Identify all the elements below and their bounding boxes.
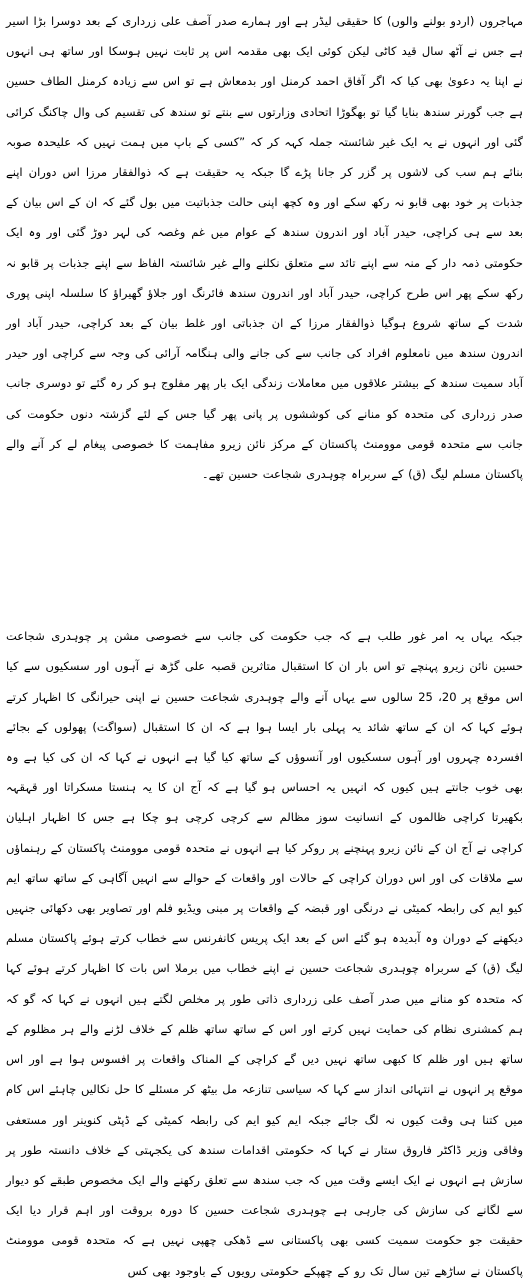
article-body — [6, 6, 523, 1286]
article-paragraph-1: مہاجروں (اردو بولنے والوں) کا حقیقی لیڈر ہے اور ہمارے صدر آصف علی زرداری کے بعد دوسرا بڑا اسیر ہے جس نے آٹھ سال قید کاٹی لیکن کوئی ایک بھی مقدمہ اس پر ثابت نہیں ہوسکا اور ساتھ ہی انہوں نے اپنا یہ دعویٰ بھی کیا کہ اگر آفاق احمد کرمنل اور بدمعاش ہے تو اس سے زیادہ کرمنل الطاف حسین ہے جب گورنر سندھ بنایا گیا تو بھگوڑا اتحادی وزارتوں سے بنتے تو سندھ کی تقسیم کی وال چاکنگ کرائی گئی اور انہوں نے یہ ایک غیر شائستہ جملہ کہہ کر کہ ”کسی کے باپ میں ہمت نہیں کہ علیحدہ صوبہ بنائے ہم سب کی لاشوں پر گزر کر جانا پڑے گا جبکہ یہ حقیقت ہے کہ ذوالفقار مرزا اس دوران اپنے جذبات پر خود بھی قابو نہ رکھ سکے اور وہ کچھ اپنی حالت جذباتیت میں بول گئے کہ ان کے اس بیان کے بعد سے ہی کراچی، حیدر آباد اور اندرون سندھ کے عوام میں غم وغصہ کی لہر دوڑ گئی اور وہ ایک حکومتی ذمہ دار کے منہ سے اپنے تائد سے متعلق نکلنے والے غیر شائستہ الفاظ سے اپنے جذبات پر قابو نہ رکھ سکے پھر اس طرح کراچی، حیدر آباد اور اندرون سندھ فائرنگ اور جلاؤ گھیراؤ کا سلسلہ اپنی پوری شدت کے ساتھ شروع ہوگیا ذوالفقار مرزا کے ان جذباتی اور غلط بیان کے بعد کراچی، حیدر آباد اور اندرون سندھ میں نامعلوم افراد کی جانب سے کی جانے والی ہنگامہ آرائی کی وجہ سے کراچی اور حیدر آباد سمیت سندھ کے بیشتر علاقوں میں معاملات زندگی ایک بار پھر مفلوج ہو کر رہ گئے تو دوسری جانب صدر زرداری کی متحدہ کو منانے کی کوششوں پر پانی پھر گیا جس کے لئے گزشتہ دنوں حکومت کی جانب سے متحدہ قومی موومنٹ پاکستان کے مرکز نائن زیرو مفاہمت کا خصوصی پیغام لے کر آنے والے پاکستان مسلم لیگ (ق) کے سربراہ چوہدری شجاعت حسین تھے۔ — [6, 14, 523, 482]
paragraph-spacer — [6, 489, 523, 621]
article-paragraph-2: جبکہ یہاں یہ امر غور طلب ہے کہ جب حکومت کی جانب سے خصوصی مشن پر چوہدری شجاعت حسین نائن زیرو پہنچے تو اس بار ان کا استقبال متاثرین قصبہ علی گڑھ نے آہوں اور سسکیوں سے کیا اس موقع پر 20، 25 سالوں سے یہاں آنے والے چوہدری شجاعت حسین نے اپنی حیرانگی کا اظہار کرتے ہوئے کہا کہ ان کے ساتھ شائد یہ پہلی بار ایسا ہوا ہے کہ ان کا استقبال (سواگت) پھولوں کے بجائے افسردہ چہروں اور آہوں سسکیوں اور آنسوؤں کے ساتھ کیا گیا ہے انہوں نے کہا کہ ان کی کیا ہے وہ بھی خوب جانتے ہیں کیوں کہ انہیں یہ احساس ہو گیا ہے کہ آج ان کا یہ ہنستا مسکراتا اور قہقہہ بکھیرتا کراچی ظالموں کے انسانیت سوز مظالم سے کرچی کرچی ہو چکا ہے جس کا اظہار اہلیان کراچی نے آج ان کے نائن زیرو پہنچنے پر روکر کیا ہے انہوں نے متحدہ قومی موومنٹ پاکستان کے رہنماؤں سے ملاقات کی اور اس دوران کراچی کے حالات اور واقعات کے حوالے سے انہیں آگاہی کے ساتھ ساتھ ایم کیو ایم کی رابطہ کمیٹی نے درنگی اور قبضہ کے واقعات پر مبنی ویڈیو فلم اور تصاویر بھی دکھائی جنہیں دیکھنے کے دوران وہ آبدیدہ ہو گئے اس کے بعد ایک پریس کانفرنس سے خطاب کرتے ہوئے پاکستان مسلم لیگ (ق) کے سربراہ چوہدری شجاعت حسین نے اپنے خطاب میں برملا اس بات کا اظہار کرتے ہوئے کہا کہ متحدہ کو منانے میں صدر آصف علی زرداری ذاتی طور پر مخلص لگتے ہیں انہوں نے کہا کہ گو کہ ہم کمشنری نظام کی حمایت نہیں کرتے اور اس کے ساتھ ساتھ ظلم کے خلاف لڑنے والے ہر مظلوم کے ساتھ ہیں اور ظلم کا کبھی ساتھ نہیں دیں گے کراچی کے المناک واقعات پر افسوس ہوا ہے اور اس موقع پر انہوں نے انتہائی انداز سے کہا کہ سیاسی تنازعہ مل بیٹھ کر مسئلے کا حل نکالیں چاہئے اس کام میں کتنا ہی وقت کیوں نہ لگ جائے جبکہ ایم کیو ایم کی رابطہ کمیٹی کے ڈپٹی کنوینر اور مستعفی وفاقی وزیر ڈاکٹر فاروق ستار نے کہا کہ حکومتی اقدامات سندھ کی یکجہتی کے خلاف دانستہ طور پر سازش ہے انہوں نے ایک ایسے وقت میں کہ جب سندھ سے تعلق رکھنے والے ایک مخصوص طبقے کو دیوار سے لگانے کی سازش کی جارہی ہے چوہدری شجاعت حسین کا دورہ بروقت اور اہم قرار دیا ایک حقیقت جو حکومت سمیت کسی بھی پاکستانی سے ڈھکی چھپی نہیں ہے کہ متحدہ قومی موومنٹ پاکستان نے ساڑھے تین سال تک رو کے چھپکے حکومتی رویوں کے باوجود بھی کس — [6, 629, 524, 1278]
